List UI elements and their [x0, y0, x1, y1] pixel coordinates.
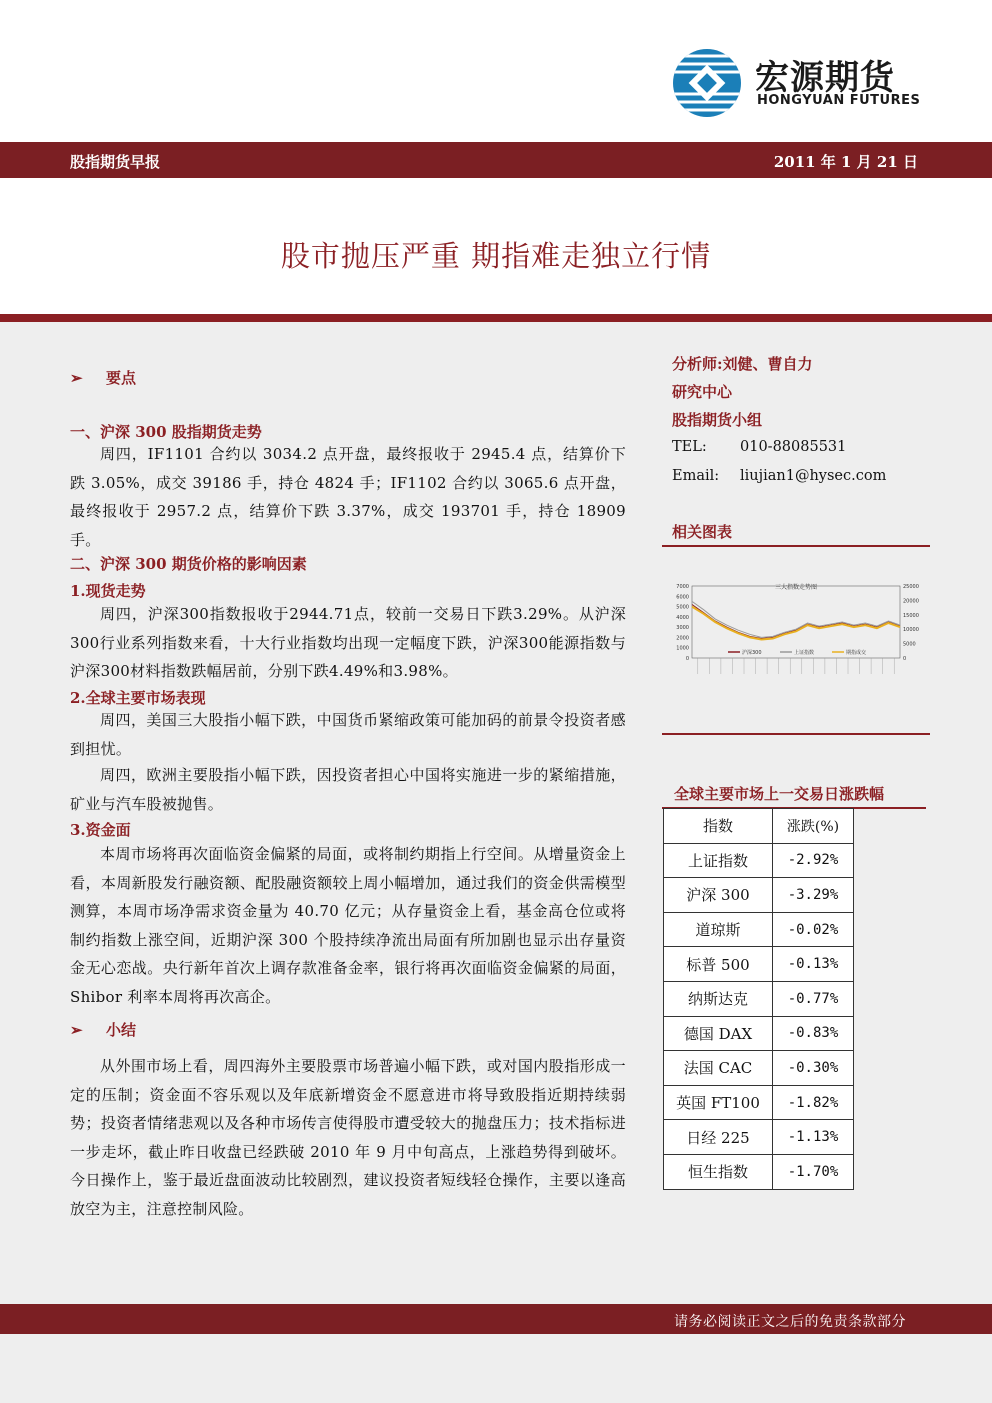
tel-line: [672, 439, 846, 455]
tel-value: 010-88085531: [740, 439, 847, 455]
chart-divider: [662, 733, 930, 735]
table-cell-name: 法国 CAC: [664, 1051, 773, 1086]
summary-paragraph: 从外围市场上看，周四海外主要股票市场普遍小幅下跌，或对国内股指形成一定的压制；资金面不容乐观以及年底新增资金不愿意进市将导致股指近期持续弱势；投资者情绪悲观以及各种市场传言使得股市遭受较大的抛盘压力；技术指标进一步走坏，截止昨日收盘已经跌破 2010 年 9 月中旬高点，上涨趋势得到破坏。今日操作上，鉴于最近盘面波动比较剧烈，建议投资者短线轻仓操作，主要以逢高放空为主，注意控制风险。: [70, 1057, 626, 1218]
chart-plot-frame: [692, 586, 900, 658]
chart-ytick-left: 2000: [676, 635, 689, 642]
section1-paragraph: 周四，IF1101 合约以 3034.2 点开盘，最终报收于 2945.4 点，结算价下跌 3.05%，成交 39186 手，持仓 4824 手；IF1102 合约以 3065.6 点开盘，最终报收于 2957.2 点，结算价下跌 3.37%，成交 193701 手，持仓 18909 手。: [70, 445, 626, 549]
table-row: [664, 981, 854, 1016]
section2-1-paragraph: 周四，沪深300指数报收于2944.71点，较前一交易日下跌3.29%。从沪深300行业系列指数来看，十大行业指数均出现一定幅度下跌，沪深300能源指数与沪深300材料指数跌幅居前，分别下跌4.49%和3.98%。: [70, 605, 626, 680]
table-cell-change: -0.77%: [772, 981, 853, 1016]
table-cell-name: 道琼斯: [664, 912, 773, 947]
global-market-table: [663, 808, 854, 1190]
table-cell-name: 标普 500: [664, 947, 773, 982]
key-points-heading: [70, 367, 136, 388]
index-futures-group: 股指期货小组: [672, 411, 763, 429]
section2-1-heading: 1.现货走势: [70, 582, 146, 600]
section2-heading: 二、沪深 300 期货价格的影响因素: [70, 555, 307, 573]
chart-ytick-right: 10000: [903, 627, 919, 634]
brand-name-cn: 宏源期货: [755, 58, 895, 98]
table-cell-change: -1.82%: [772, 1085, 853, 1120]
section2-2-paragraph-1: 周四，美国三大股指小幅下跌，中国货币紧缩政策可能加码的前景令投资者感到担忧。: [70, 711, 626, 758]
table-cell-name: 日经 225: [664, 1120, 773, 1155]
section2-2-paragraph-2: 周四，欧洲主要股指小幅下跌，因投资者担心中国将实施进一步的紧缩措施，矿业与汽车股被抛售。: [70, 766, 626, 813]
key-points-label: 要点: [106, 369, 137, 387]
table-cell-name: 德国 DAX: [664, 1016, 773, 1051]
table-cell-change: -0.83%: [772, 1016, 853, 1051]
footer-bar: [0, 1304, 992, 1334]
table-cell-change: -0.13%: [772, 947, 853, 982]
email-label: Email:: [672, 468, 720, 484]
table-cell-change: -2.92%: [772, 843, 853, 878]
chart-ytick-right: 15000: [903, 612, 919, 619]
section2-3-paragraph: 本周市场将再次面临资金偏紧的局面，或将制约期指上行空间。从增量资金上看，本周新股发行融资额、配股融资额较上周小幅增加，通过我们的资金供需模型测算，本周市场净需求资金量为 40.70 亿元；从存量资金上看，基金高仓位或将制约指数上涨空间，近期沪深 300 个股持续净流出局面有所加剧也显示出存量资金无心恋战。央行新年首次上调存款准备金率，银行将再次面临资金偏紧的局面，Shibor 利率本周将再次高企。: [70, 845, 626, 1006]
arrow-icon: ➢: [70, 1021, 83, 1039]
chart-ytick-left: 0: [685, 656, 689, 662]
chart-ytick-left: 3000: [676, 625, 689, 632]
table-row: [664, 1051, 854, 1086]
page-title: 股市抛压严重 期指难走独立行情: [280, 239, 712, 273]
email-value[interactable]: liujian1@hysec.com: [740, 468, 887, 484]
section2-3-heading: 3.资金面: [70, 821, 131, 839]
chart-legend-label: 沪深300: [742, 650, 762, 656]
analyst-names: 分析师:刘健、曹自力: [672, 355, 813, 373]
table-row: [664, 912, 854, 947]
table-row: [664, 1085, 854, 1120]
table-cell-change: -3.29%: [772, 878, 853, 913]
arrow-icon: ➢: [70, 369, 83, 387]
table-cell-change: -1.70%: [772, 1154, 853, 1189]
tel-label: TEL:: [672, 439, 707, 455]
hongyuan-logo-icon: [672, 48, 742, 118]
table-cell-name: 沪深 300: [664, 878, 773, 913]
table-header-change: 涨跌(%): [772, 809, 853, 844]
section2-2-heading: 2.全球主要市场表现: [70, 689, 206, 707]
chart-ytick-left: 4000: [676, 614, 689, 621]
chart-ytick-right: 25000: [903, 584, 919, 590]
table-cell-name: 恒生指数: [664, 1154, 773, 1189]
chart-ytick-left: 5000: [676, 604, 689, 611]
chart-ytick-right: 5000: [903, 641, 916, 648]
research-center: 研究中心: [672, 383, 733, 401]
table-cell-change: -1.13%: [772, 1120, 853, 1155]
table-row: [664, 947, 854, 982]
chart-ytick-left: 6000: [676, 594, 689, 601]
chart-series-line: [692, 605, 900, 639]
table-header-index: 指数: [664, 809, 773, 844]
market-table-label: 全球主要市场上一交易日涨跌幅: [674, 785, 885, 803]
table-cell-change: -0.30%: [772, 1051, 853, 1086]
report-date: 2011 年 1 月 21 日: [773, 153, 918, 171]
market-table-heading: [662, 781, 926, 809]
chart-legend-label: 期指成交: [846, 650, 867, 656]
chart-title: 三大指数走势图: [774, 584, 818, 591]
email-line: [672, 468, 886, 484]
chart-legend-label: 上证指数: [794, 650, 815, 656]
table-row: [664, 878, 854, 913]
table-row: [664, 843, 854, 878]
header-area: [0, 0, 992, 142]
related-charts-heading: [662, 519, 930, 547]
table-header-row: [664, 809, 854, 844]
table-cell-name: 上证指数: [664, 843, 773, 878]
report-bar: [0, 142, 992, 178]
table-row: [664, 1016, 854, 1051]
disclaimer-note: 请务必阅读正文之后的免责条款部分: [674, 1314, 906, 1330]
chart-ytick-right: 0: [903, 656, 907, 662]
summary-label: 小结: [106, 1021, 137, 1039]
table-row: [664, 1154, 854, 1189]
chart-ytick-left: 1000: [676, 645, 689, 652]
report-type: 股指期货早报: [70, 153, 161, 171]
index-trend-chart: [662, 560, 930, 732]
table-row: [664, 1120, 854, 1155]
table-cell-change: -0.02%: [772, 912, 853, 947]
summary-heading: [70, 1019, 136, 1040]
chart-ytick-right: 20000: [903, 598, 919, 605]
brand-name-en: HONGYUAN FUTURES: [757, 93, 921, 108]
table-cell-name: 纳斯达克: [664, 981, 773, 1016]
title-divider: [0, 314, 992, 322]
chart-ytick-left: 7000: [676, 584, 689, 590]
section1-heading: 一、沪深 300 股指期货走势: [70, 423, 262, 441]
related-charts-label: 相关图表: [672, 523, 733, 541]
table-cell-name: 英国 FT100: [664, 1085, 773, 1120]
